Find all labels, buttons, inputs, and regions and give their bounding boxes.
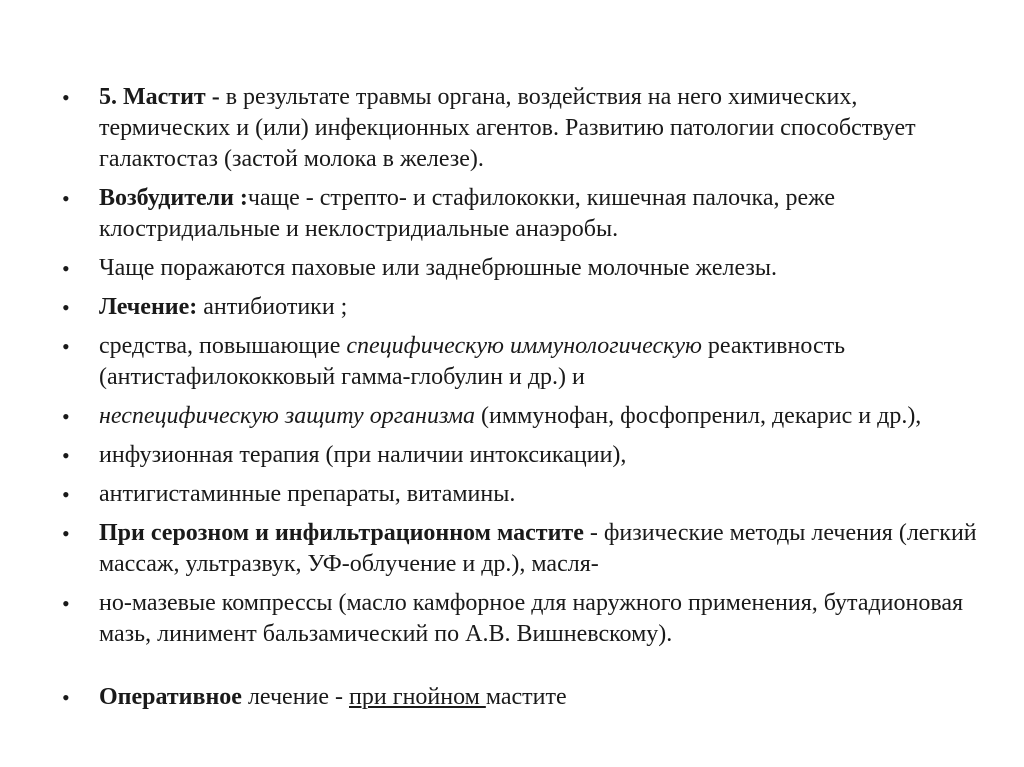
bullet-item <box>62 479 982 510</box>
bullet-text-part: реактивность (антистафилококковый гамма-глобулин и др.) и <box>99 333 846 390</box>
bullet-text-part: при гнойном <box>349 684 486 710</box>
bullet-dot: • <box>62 256 70 281</box>
bullet-dot: • <box>62 295 70 320</box>
bullet-dot: • <box>62 334 70 359</box>
bullet-item <box>62 253 982 284</box>
bullet-item <box>62 518 982 580</box>
bullet-item <box>62 331 982 393</box>
bullet-dot: • <box>62 404 70 429</box>
bullet-dot: • <box>62 443 70 468</box>
bullet-text-part: специфическую иммунологическую <box>346 333 702 359</box>
bullet-text-part: Возбудители : <box>99 185 248 211</box>
bullet-text-part: неспецифическую защиту организма <box>99 403 476 429</box>
bullet-text-part: лечение - <box>241 684 350 710</box>
bullet-dot: • <box>62 685 70 710</box>
bullet-item <box>62 292 982 323</box>
bullet-dot: • <box>62 521 70 546</box>
bullet-dot: • <box>62 85 70 110</box>
bullet-item <box>62 82 982 175</box>
bullet-text-part: инфузионная терапия (при наличии интоксикации), <box>99 442 627 468</box>
bullet-text-part: в результате травмы органа, воздействия на него химических, термических и (или) инфекционных агентов. Развитию патологии способствует галактостаз (застой молока в железе). <box>99 84 916 172</box>
bullet-list <box>62 82 982 721</box>
bullet-text-part: Лечение: <box>99 294 198 320</box>
bullet-text-part: но-мазевые компрессы (масло камфорное для наружного применения, бутадионовая мазь, линимент бальзамический по А.В. Вишневскому). <box>99 590 964 647</box>
bullet-text-part: 5. Мастит - <box>99 84 226 110</box>
bullet-text-part: средства, повышающие <box>99 333 347 359</box>
bullet-item <box>62 588 982 650</box>
bullet-text-part: чаще - стрепто- и стафилококки, кишечная палочка, реже клостридиальные и неклостридиальные анаэробы. <box>99 185 836 242</box>
bullet-text-part: мастите <box>485 684 567 710</box>
bullet-item <box>62 401 982 432</box>
bullet-dot: • <box>62 591 70 616</box>
bullet-dot: • <box>62 186 70 211</box>
bullet-item <box>62 183 982 245</box>
bullet-text-part: (иммунофан, фосфопренил, декарис и др.), <box>475 403 922 429</box>
bullet-dot: • <box>62 482 70 507</box>
bullet-text-part: - физические методы лечения (легкий массаж, ультразвук, УФ-облучение и др.), масля- <box>99 520 977 577</box>
bullet-text-part: При серозном и инфильтрационном мастите <box>99 520 584 546</box>
bullet-item <box>62 682 982 713</box>
bullet-item <box>62 440 982 471</box>
bullet-text-part: антигистаминные препараты, витамины. <box>99 481 516 507</box>
bullet-text-part: Чаще поражаются паховые или заднебрюшные молочные железы. <box>99 255 777 281</box>
bullet-text-part: Оперативное <box>99 684 242 710</box>
bullet-text-part: антибиотики ; <box>197 294 348 320</box>
